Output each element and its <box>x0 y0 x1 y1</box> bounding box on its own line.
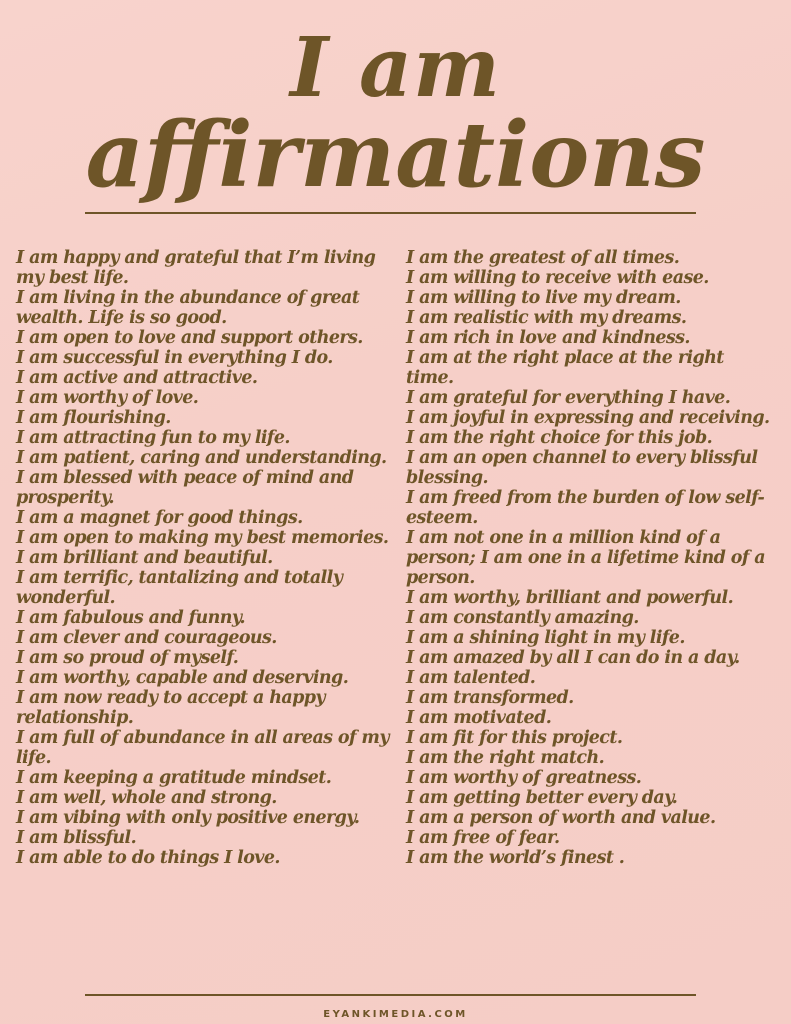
affirmation-item: I am worthy, brilliant and powerful. <box>406 588 734 608</box>
bottom-divider <box>85 994 696 996</box>
affirmation-item: I am patient, caring and understanding. <box>16 448 387 468</box>
affirmation-item: I am worthy, capable and deserving. <box>16 668 349 688</box>
affirmation-item: I am now ready to accept a happy relationship. <box>16 688 325 728</box>
affirmation-item: I am happy and grateful that I’m living my best life. <box>16 248 376 288</box>
affirmation-item: I am the world’s finest . <box>406 848 625 868</box>
affirmation-item: I am the right choice for this job. <box>406 428 713 448</box>
affirmation-item: I am fabulous and funny. <box>16 608 245 628</box>
affirmation-item: I am getting better every day. <box>406 788 678 808</box>
affirmation-item: I am grateful for everything I have. <box>406 388 731 408</box>
affirmation-item: I am transformed. <box>406 688 574 708</box>
affirmation-item: I am attracting fun to my life. <box>16 428 290 448</box>
website-footer: EYANKIMEDIA.COM <box>323 1009 468 1020</box>
affirmation-item: I am free of fear. <box>406 828 560 848</box>
affirmation-item: I am realistic with my dreams. <box>406 308 687 328</box>
affirmation-item: I am active and attractive. <box>16 368 258 388</box>
affirmation-item: I am the greatest of all times. <box>406 248 680 268</box>
affirmation-item: I am clever and courageous. <box>16 628 277 648</box>
affirmation-item: I am a person of worth and value. <box>406 808 716 828</box>
affirmation-item: I am so proud of myself. <box>16 648 239 668</box>
top-divider <box>85 212 696 214</box>
affirmation-item: I am willing to live my dream. <box>406 288 681 308</box>
affirmation-item: I am willing to receive with ease. <box>406 268 709 288</box>
affirmation-item: I am motivated. <box>406 708 552 728</box>
affirmation-item: I am a magnet for good things. <box>16 508 303 528</box>
affirmation-item: I am freed from the burden of low self-esteem. <box>406 488 765 528</box>
affirmation-item: I am open to love and support others. <box>16 328 363 348</box>
affirmation-item: I am well, whole and strong. <box>16 788 277 808</box>
affirmation-item: I am blessed with peace of mind and prosperity. <box>16 468 354 508</box>
affirmation-item: I am the right match. <box>406 748 605 768</box>
affirmation-item: I am keeping a gratitude mindset. <box>16 768 332 788</box>
affirmations-left-column <box>16 248 401 868</box>
affirmation-item: I am blissful. <box>16 828 137 848</box>
affirmation-item: I am amazed by all I can do in a day. <box>406 648 740 668</box>
affirmation-item: I am not one in a million kind of a person; I am one in a lifetime kind of a person. <box>406 528 766 588</box>
affirmation-item: I am vibing with only positive energy. <box>16 808 360 828</box>
affirmation-item: I am brilliant and beautiful. <box>16 548 273 568</box>
affirmation-item: I am flourishing. <box>16 408 171 428</box>
affirmation-item: I am talented. <box>406 668 536 688</box>
affirmation-item: I am at the right place at the right time. <box>406 348 724 388</box>
affirmation-item: I am an open channel to every blissful blessing. <box>406 448 758 488</box>
affirmation-item: I am worthy of greatness. <box>406 768 642 788</box>
affirmations-right-column <box>406 248 776 868</box>
affirmation-item: I am successful in everything I do. <box>16 348 333 368</box>
affirmation-item: I am able to do things I love. <box>16 848 280 868</box>
affirmation-item: I am fit for this project. <box>406 728 623 748</box>
affirmation-item: I am open to making my best memories. <box>16 528 389 548</box>
affirmation-item: I am terrific, tantalizing and totally wonderful. <box>16 568 343 608</box>
affirmation-item: I am full of abundance in all areas of my life. <box>16 728 389 768</box>
affirmation-item: I am rich in love and kindness. <box>406 328 690 348</box>
affirmation-item: I am a shining light in my life. <box>406 628 685 648</box>
affirmation-item: I am joyful in expressing and receiving. <box>406 408 770 428</box>
affirmation-item: I am worthy of love. <box>16 388 199 408</box>
affirmation-item: I am living in the abundance of great wealth. Life is so good. <box>16 288 360 328</box>
page-title-line-2: affirmations <box>85 102 706 208</box>
page-title-line-1: I am <box>290 20 501 116</box>
affirmation-item: I am constantly amazing. <box>406 608 639 628</box>
